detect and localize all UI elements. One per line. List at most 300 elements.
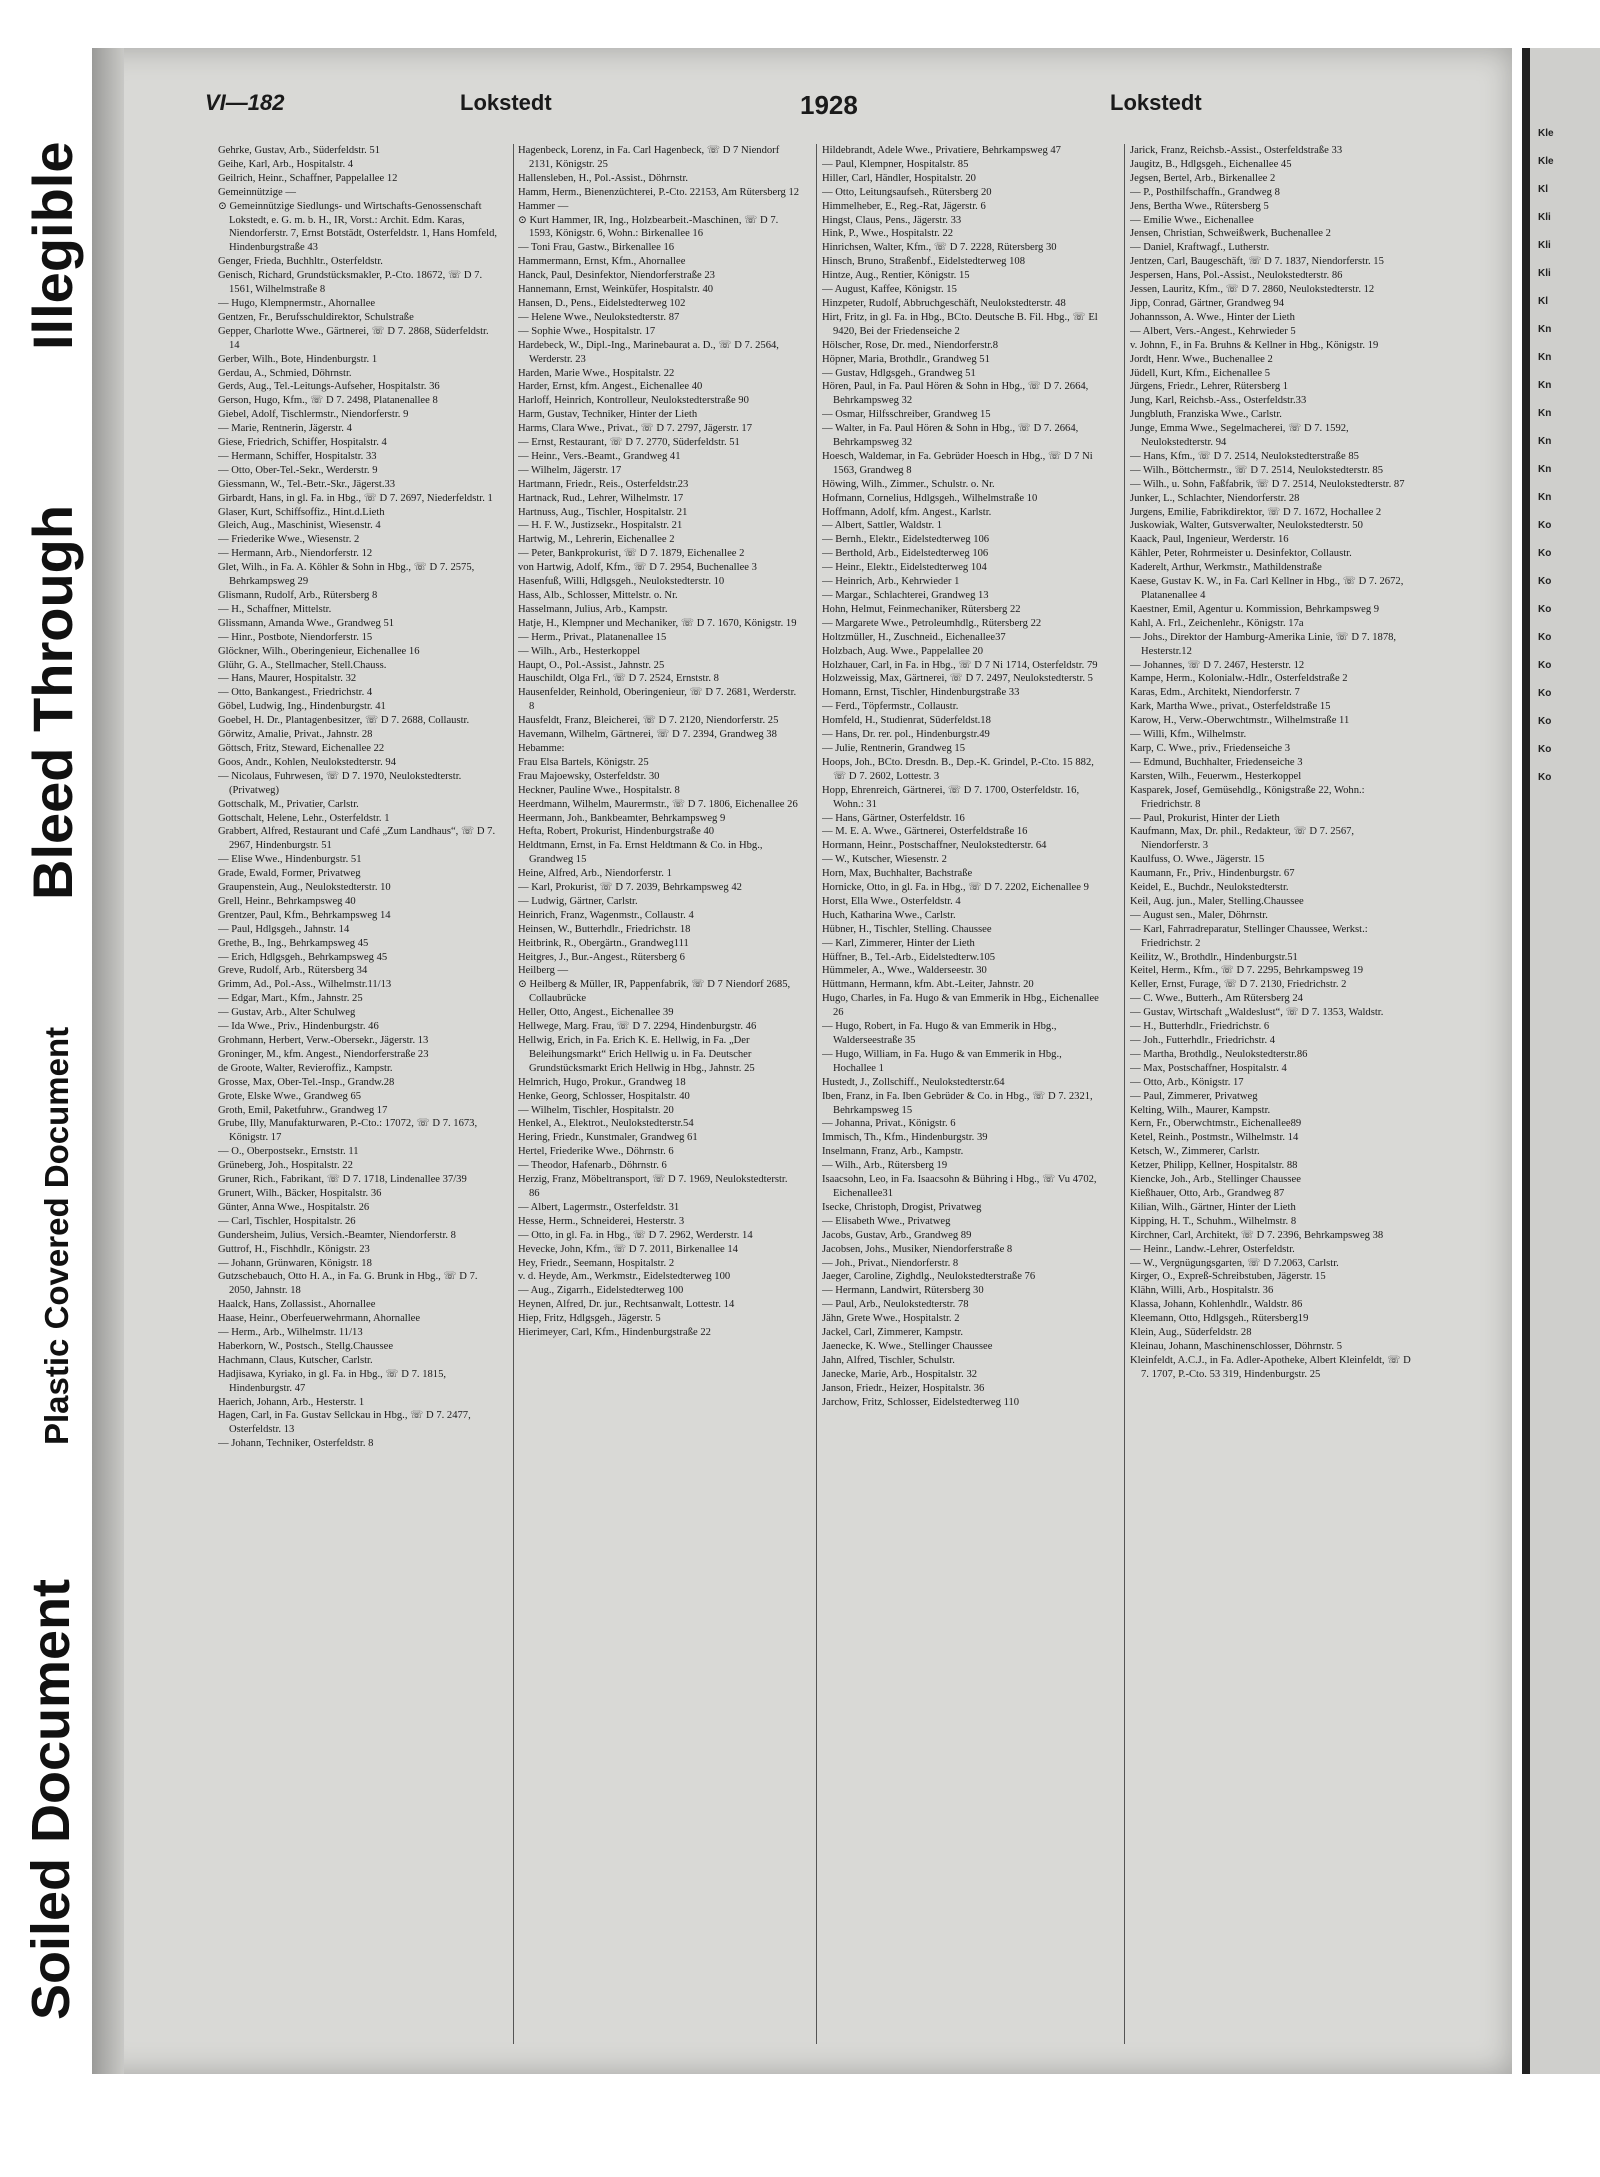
directory-entry: Haalck, Hans, Zollassist., Ahornallee <box>218 1299 376 1311</box>
directory-entry: Isecke, Christoph, Drogist, Privatweg <box>822 1201 982 1213</box>
directory-entry: Heilberg — <box>518 965 569 977</box>
directory-entry: Jarick, Franz, Reichsb.-Assist., Osterfeldstraße 33 <box>1130 145 1343 156</box>
directory-entry: — Margar., Schlachterei, Grandweg 13 <box>822 590 989 601</box>
directory-entry: — Helene Wwe., Neulokstedterstr. 87 <box>518 311 680 323</box>
directory-entry: Junge, Emma Wwe., Segelmacherei, ☏ D 7. 1592, Neulokstedterstr. 94 <box>1130 423 1349 449</box>
directory-entry: — Paul, Hdlgsgeh., Jahnstr. 14 <box>218 923 350 935</box>
directory-entry: — W., Vergnügungsgarten, ☏ D 7.2063, Carlstr. <box>1130 1257 1339 1269</box>
left-margin <box>0 0 90 2177</box>
directory-entry: Huch, Katharina Wwe., Carlstr. <box>822 909 956 921</box>
directory-entry: Haerich, Johann, Arb., Hesterstr. 1 <box>218 1396 365 1408</box>
directory-entry: Hiller, Carl, Händler, Hospitalstr. 20 <box>822 172 976 184</box>
directory-entry: — H. F. W., Justizsekr., Hospitalstr. 21 <box>518 520 683 532</box>
directory-entry: — P., Posthilfschaffn., Grandweg 8 <box>1130 186 1280 198</box>
neighbor-letter: Ko <box>1538 548 1552 559</box>
directory-entry: — Joh., Futterhdlr., Friedrichstr. 4 <box>1130 1035 1276 1046</box>
directory-entry: Jentzen, Carl, Baugeschäft, ☏ D 7. 1837, Niendorferstr. 15 <box>1130 256 1384 268</box>
directory-entry: Jegsen, Bertel, Arb., Birkenallee 2 <box>1130 172 1276 184</box>
directory-entry: Hormann, Heinr., Postschaffner, Neulokstedterstr. 64 <box>822 840 1047 852</box>
neighbor-letter: Ko <box>1538 520 1552 531</box>
directory-entry: — Otto, Bankangest., Friedrichstr. 4 <box>218 687 373 699</box>
directory-entry: Hüttmann, Hermann, kfm. Abt.-Leiter, Jahnstr. 20 <box>822 979 1034 991</box>
directory-entry: — Johann, Techniker, Osterfeldstr. 8 <box>218 1438 374 1450</box>
directory-entry: Juskowiak, Walter, Gutsverwalter, Neulokstedterstr. 50 <box>1130 520 1363 532</box>
directory-entry: Himmelheber, E., Reg.-Rat, Jägerstr. 6 <box>822 200 986 212</box>
directory-entry: — Otto, in gl. Fa. in Hbg., ☏ D 7. 2962, Werderstr. 14 <box>518 1229 753 1241</box>
directory-entry: Hornicke, Otto, in gl. Fa. in Hbg., ☏ D 7. 2202, Eichenallee 9 <box>822 882 1089 894</box>
directory-entry: Heitbrink, R., Obergärtn., Grandweg111 <box>518 937 689 949</box>
directory-entry: Kilian, Wilh., Gärtner, Hinter der Lieth <box>1130 1201 1296 1213</box>
directory-entry: Glöckner, Wilh., Oberingenieur, Eichenallee 16 <box>218 645 420 657</box>
directory-entry: Kießhauer, Otto, Arb., Grandweg 87 <box>1130 1187 1285 1199</box>
directory-entry: Kelting, Wilh., Maurer, Kampstr. <box>1130 1104 1271 1116</box>
directory-entry: — Hermann, Arb., Niendorferstr. 12 <box>218 548 373 560</box>
directory-entry: Göbel, Ludwig, Ing., Hindenburgstr. 41 <box>218 701 386 713</box>
directory-entry: Goos, Andr., Kohlen, Neulokstedterstr. 94 <box>218 756 397 768</box>
directory-entry: Hatje, H., Klempner und Mechaniker, ☏ D 7. 1670, Königstr. 19 <box>518 617 797 629</box>
directory-entry: — Joh., Privat., Niendorferstr. 8 <box>822 1257 959 1269</box>
directory-entry: — Wilh., Arb., Rütersberg 19 <box>822 1160 948 1172</box>
directory-entry: v. d. Heyde, Am., Werkmstr., Eidelstedterweg 100 <box>518 1271 731 1283</box>
directory-entry: Ketzer, Philipp, Kellner, Hospitalstr. 88 <box>1130 1160 1298 1172</box>
directory-entry: Holzweissig, Max, Gärtnerei, ☏ D 7. 2497, Neulokstedterstr. 5 <box>822 673 1093 685</box>
directory-entry: von Hartwig, Adolf, Kfm., ☏ D 7. 2954, Buchenallee 3 <box>518 562 757 574</box>
directory-entry: Heine, Alfred, Arb., Niendorferstr. 1 <box>518 868 672 880</box>
directory-entry: — Margarete Wwe., Petroleumhdlg., Rütersberg 22 <box>822 617 1042 629</box>
directory-entry: Grabbert, Alfred, Restaurant und Café „Zum Landhaus“, ☏ D 7. 2967, Hindenburgstr. 51 <box>218 826 496 852</box>
directory-entry: Jaenecke, K. Wwe., Stellinger Chaussee <box>822 1340 993 1352</box>
directory-entry: — Daniel, Kraftwagf., Lutherstr. <box>1130 242 1270 254</box>
directory-entry: — Bernh., Elektr., Eidelstedterweg 106 <box>822 534 990 546</box>
directory-entry: Kirger, O., Expreß-Schreibstuben, Jägerstr. 15 <box>1130 1271 1326 1283</box>
directory-entry: Gleich, Aug., Maschinist, Wiesenstr. 4 <box>218 520 381 532</box>
directory-entry: Hagen, Carl, in Fa. Gustav Sellckau in Hbg., ☏ D 7. 2477, Osterfeldstr. 13 <box>218 1410 471 1436</box>
directory-entry: — Hinr., Postbote, Niendorferstr. 15 <box>218 631 373 643</box>
directory-entry: Graupenstein, Aug., Neulokstedterstr. 10 <box>218 882 391 894</box>
directory-entry: Hirt, Fritz, in gl. Fa. in Hbg., BCto. Deutsche B. Fil. Hbg., ☏ El 9420, Bei der Friedenseiche 2 <box>822 311 1098 337</box>
directory-entry: Gerson, Hugo, Kfm., ☏ D 7. 2498, Platanenallee 8 <box>218 395 438 407</box>
directory-entry: Guttrof, H., Fischhdlr., Königstr. 23 <box>218 1243 370 1255</box>
neighbor-letter: Kn <box>1538 492 1552 503</box>
directory-entry: Grentzer, Paul, Kfm., Behrkampsweg 14 <box>218 909 391 921</box>
directory-entry: Hausfeldt, Franz, Bleicherei, ☏ D 7. 2120, Niendorferstr. 25 <box>518 715 779 727</box>
directory-entry: Harm, Gustav, Techniker, Hinter der Lieth <box>518 409 698 421</box>
neighbor-letter: Ko <box>1538 772 1552 783</box>
directory-entry: Kampe, Herm., Kolonialw.-Hdlr., Osterfeldstraße 2 <box>1130 673 1348 685</box>
directory-entry: — Otto, Arb., Königstr. 17 <box>1130 1076 1244 1088</box>
directory-entry: — Johannes, ☏ D 7. 2467, Hesterstr. 12 <box>1130 659 1305 671</box>
soiled-document-label: Soiled Document <box>21 1578 81 2020</box>
directory-entry: Geilrich, Heinr., Schaffner, Pappelallee 12 <box>218 172 398 184</box>
directory-entry: Klein, Aug., Süderfeldstr. 28 <box>1130 1327 1252 1339</box>
directory-entry: — Marie, Rentnerin, Jägerstr. 4 <box>218 423 352 435</box>
directory-entry: Ketel, Reinh., Postmstr., Wilhelmstr. 14 <box>1130 1132 1299 1144</box>
directory-entry: — Carl, Tischler, Hospitalstr. 26 <box>218 1215 356 1227</box>
directory-entry: Keller, Ernst, Furage, ☏ D 7. 2130, Friedrichstr. 2 <box>1130 979 1347 991</box>
directory-entry: Heinrich, Franz, Wagenmstr., Collaustr. 4 <box>518 909 694 921</box>
directory-entry: Holzhauer, Carl, in Fa. in Hbg., ☏ D 7 Ni 1714, Osterfeldstr. 79 <box>822 659 1098 671</box>
directory-entry: Girbardt, Hans, in gl. Fa. in Hbg., ☏ D 7. 2697, Niederfeldstr. 1 <box>218 492 493 504</box>
directory-entry: Junker, L., Schlachter, Niendorferstr. 28 <box>1130 492 1300 504</box>
directory-entry: Hören, Paul, in Fa. Paul Hören & Sohn in Hbg., ☏ D 7. 2664, Behrkampsweg 32 <box>822 381 1089 407</box>
directory-entry: Hoffmann, Adolf, kfm. Angest., Karlstr. <box>822 506 992 518</box>
directory-entry: — Ludwig, Gärtner, Carlstr. <box>518 895 638 907</box>
directory-entry: Gehrke, Gustav, Arb., Süderfeldstr. 51 <box>218 145 381 156</box>
directory-entry: Jessen, Lauritz, Kfm., ☏ D 7. 2860, Neulokstedterstr. 12 <box>1130 284 1375 296</box>
neighbor-letter: Kli <box>1538 240 1551 251</box>
directory-entry: Groth, Emil, Paketfuhrw., Grandweg 17 <box>218 1104 388 1116</box>
directory-entry: — Hugo, Klempnermstr., Ahornallee <box>218 297 376 309</box>
directory-entry: Kaumann, Fr., Priv., Hindenburgstr. 67 <box>1130 868 1295 880</box>
directory-entry: Jacobsen, Johs., Musiker, Niendorferstraße 8 <box>822 1243 1013 1255</box>
neighbor-letter: Kl <box>1538 296 1548 307</box>
directory-entry: Frau Majoewsky, Osterfeldstr. 30 <box>518 770 660 782</box>
directory-entry: Jürgens, Friedr., Lehrer, Rütersberg 1 <box>1130 381 1289 393</box>
directory-entry: Hartnuss, Aug., Tischler, Hospitalstr. 21 <box>518 506 688 518</box>
directory-entry: Hannemann, Ernst, Weinküfer, Hospitalstr. 40 <box>518 284 714 296</box>
directory-entry: — Hans, Dr. rer. pol., Hindenburgstr.49 <box>822 729 990 741</box>
neighbor-letter: Ko <box>1538 576 1552 587</box>
directory-entry: Hoops, Joh., BCto. Dresdn. B., Dep.-K. Grindel, P.-Cto. 15 882, ☏ D 7. 2602, Lottestr. 3 <box>822 756 1094 782</box>
directory-entry: — Paul, Prokurist, Hinter der Lieth <box>1130 812 1280 824</box>
neighbor-letter: Kn <box>1538 352 1552 363</box>
directory-entry: Hoesch, Waldemar, in Fa. Gebrüder Hoesch in Hbg., ☏ D 7 Ni 1563, Grandweg 8 <box>822 450 1093 476</box>
directory-entry: — Elisabeth Wwe., Privatweg <box>822 1215 951 1227</box>
directory-entry: Hinzpeter, Rudolf, Abbruchgeschäft, Neulokstedterstr. 48 <box>822 297 1066 309</box>
directory-entry: Henkel, A., Elektrot., Neulokstedterstr.54 <box>518 1118 694 1130</box>
directory-entry: Hamm, Herm., Bienenzüchterei, P.-Cto. 22153, Am Rütersberg 12 <box>518 186 800 198</box>
directory-entry: Jaugitz, B., Hdlgsgeh., Eichenallee 45 <box>1130 158 1292 170</box>
directory-entry: — Otto, Leitungsaufseh., Rütersberg 20 <box>822 186 992 198</box>
directory-entry: Hierimeyer, Carl, Kfm., Hindenburgstraße 22 <box>518 1327 711 1339</box>
directory-entry: Hefta, Robert, Prokurist, Hindenburgstraße 40 <box>518 826 715 838</box>
directory-entry: ⊙ Heilberg & Müller, IR, Pappenfabrik, ☏ D 7 Niendorf 2685, Collaubrücke <box>518 979 791 1005</box>
directory-entry: — Hans, Gärtner, Osterfeldstr. 16 <box>822 812 965 824</box>
directory-entry: ⊙ Kurt Hammer, IR, Ing., Holzbearbeit.-Maschinen, ☏ D 7. 1593, Königstr. 6, Wohn.: Birkenallee 16 <box>518 214 779 240</box>
directory-entry: — Wilh., u. Sohn, Faßfabrik, ☏ D 7. 2514, Neulokstedterstr. 87 <box>1130 478 1405 490</box>
directory-entry: Grimm, Ad., Pol.-Ass., Wilhelmstr.11/13 <box>218 979 392 991</box>
directory-entry: — Max, Postschaffner, Hospitalstr. 4 <box>1130 1062 1287 1074</box>
directory-entry: Iben, Franz, in Fa. Iben Gebrüder & Co. in Hbg., ☏ D 7. 2321, Behrkampsweg 15 <box>822 1090 1093 1116</box>
directory-entry: Genisch, Richard, Grundstücksmakler, P.-Cto. 18672, ☏ D 7. 1561, Wilhelmstraße 8 <box>218 270 483 296</box>
directory-entry: — W., Kutscher, Wiesenstr. 2 <box>822 854 947 866</box>
directory-entry: Hink, P., Wwe., Hospitalstr. 22 <box>822 228 954 240</box>
directory-entry: Grosse, Max, Ober-Tel.-Insp., Grandw.28 <box>218 1076 395 1088</box>
directory-column-2 <box>518 144 800 2049</box>
directory-entry: Grell, Heinr., Behrkampsweg 40 <box>218 895 356 907</box>
directory-entry: Jens, Bertha Wwe., Rütersberg 5 <box>1130 200 1269 212</box>
directory-entry: — Wilh., Böttchermstr., ☏ D 7. 2514, Neulokstedterstr. 85 <box>1130 464 1384 476</box>
directory-entry: Kleemann, Otto, Hdlgsgeh., Rütersberg19 <box>1130 1313 1309 1325</box>
directory-entry: — Edgar, Mart., Kfm., Jahnstr. 25 <box>218 993 363 1005</box>
directory-entry: Hohn, Helmut, Feinmechaniker, Rütersberg 22 <box>822 603 1021 615</box>
directory-entry: Heynen, Alfred, Dr. jur., Rechtsanwalt, Lottestr. 14 <box>518 1299 735 1311</box>
directory-entry: — Gustav, Wirtschaft „Waldeslust“, ☏ D 7. 1353, Waldstr. <box>1130 1007 1384 1019</box>
directory-entry: Heldtmann, Ernst, in Fa. Ernst Heldtmann & Co. in Hbg., Grandweg 15 <box>518 840 763 866</box>
directory-entry: Hopp, Ehrenreich, Gärtnerei, ☏ D 7. 1700, Osterfeldstr. 16, Wohn.: 31 <box>822 784 1080 810</box>
header-place-right: Lokstedt <box>1110 90 1202 115</box>
directory-entry: Genger, Frieda, Buchhltr., Osterfeldstr. <box>218 256 383 268</box>
directory-entry: — Walter, in Fa. Paul Hören & Sohn in Hbg., ☏ D 7. 2664, Behrkampsweg 32 <box>822 423 1079 449</box>
directory-entry: Havemann, Wilhelm, Gärtnerei, ☏ D 7. 2394, Grandweg 38 <box>518 729 777 741</box>
directory-entry: Jähn, Grete Wwe., Hospitalstr. 2 <box>822 1313 960 1325</box>
directory-entry: Heinsen, W., Butterhdlr., Friedrichstr. 18 <box>518 923 691 935</box>
directory-entry: Gepper, Charlotte Wwe., Gärtnerei, ☏ D 7. 2868, Süderfeldstr. 14 <box>218 325 489 351</box>
directory-entry: Kipping, H. T., Schuhm., Wilhelmstr. 8 <box>1130 1215 1297 1227</box>
directory-entry: Kark, Martha Wwe., privat., Osterfeldstraße 15 <box>1130 701 1331 713</box>
directory-entry: Greve, Rudolf, Arb., Rütersberg 34 <box>218 965 368 977</box>
directory-entry: Jahn, Alfred, Tischler, Schulstr. <box>822 1354 955 1366</box>
directory-entry: Kaese, Gustav K. W., in Fa. Carl Kellner in Hbg., ☏ D 7. 2672, Platanenallee 4 <box>1130 576 1404 601</box>
directory-entry: — C. Wwe., Butterh., Am Rütersberg 24 <box>1130 993 1303 1005</box>
directory-entry: Janson, Friedr., Heizer, Hospitalstr. 36 <box>822 1382 985 1394</box>
directory-entry: — Johann, Grünwaren, Königstr. 18 <box>218 1257 372 1269</box>
directory-entry: Kasparek, Josef, Gemüsehdlg., Königstraße 22, Wohn.: Friedrichstr. 8 <box>1130 784 1365 810</box>
directory-entry: Gottschalk, M., Privatier, Carlstr. <box>218 798 359 810</box>
directory-entry: Gerber, Wilh., Bote, Hindenburgstr. 1 <box>218 353 378 365</box>
directory-entry: Hertel, Friederike Wwe., Döhrnstr. 6 <box>518 1146 674 1158</box>
directory-entry: — Paul, Arb., Neulokstedterstr. 78 <box>822 1299 969 1311</box>
illegible-label: Illegible <box>21 141 84 350</box>
directory-entry: Jensen, Christian, Schweißwerk, Buchenallee 2 <box>1130 228 1331 240</box>
directory-entry: Holzbach, Aug. Wwe., Pappelallee 20 <box>822 645 984 657</box>
directory-entry: Harms, Clara Wwe., Privat., ☏ D 7. 2797, Jägerstr. 17 <box>518 423 753 435</box>
directory-entry: — Peter, Bankprokurist, ☏ D 7. 1879, Eichenallee 2 <box>518 548 745 560</box>
directory-entry: — Aug., Zigarrh., Eidelstedterweg 100 <box>518 1285 684 1297</box>
directory-entry: Hasselmann, Julius, Arb., Kampstr. <box>518 603 668 615</box>
directory-entry: Kiencke, Joh., Arb., Stellinger Chaussee <box>1130 1174 1301 1186</box>
directory-entry: Heckner, Pauline Wwe., Hospitalstr. 8 <box>518 784 680 796</box>
directory-entry: Ketsch, W., Zimmerer, Carlstr. <box>1130 1146 1260 1158</box>
directory-entry: Kaestner, Emil, Agentur u. Kommission, Behrkampsweg 9 <box>1130 603 1380 615</box>
directory-entry: Jungbluth, Franziska Wwe., Carlstr. <box>1130 409 1282 421</box>
directory-entry: Kähler, Peter, Rohrmeister u. Desinfektor, Collaustr. <box>1130 548 1352 560</box>
directory-entry: Kern, Fr., Oberwchtmstr., Eichenallee89 <box>1130 1118 1302 1130</box>
directory-entry: — Edmund, Buchhalter, Friedenseiche 3 <box>1130 756 1303 768</box>
directory-entry: Höwing, Wilh., Zimmer., Schulstr. o. Nr. <box>822 478 995 490</box>
header-place-left: Lokstedt <box>460 90 552 115</box>
directory-entry: Jackel, Carl, Zimmerer, Kampstr. <box>822 1327 964 1339</box>
directory-entry: — Julie, Rentnerin, Grandweg 15 <box>822 742 965 754</box>
directory-entry: Gottschalt, Helene, Lehr., Osterfeldstr. 1 <box>218 812 390 824</box>
directory-entry: Hofmann, Cornelius, Hdlgsgeh., Wilhelmstraße 10 <box>822 492 1038 504</box>
directory-entry: Günter, Anna Wwe., Hospitalstr. 26 <box>218 1201 370 1213</box>
directory-entry: Hustedt, J., Zollschiff., Neulokstedterstr.64 <box>822 1076 1005 1088</box>
directory-entry: — Karl, Prokurist, ☏ D 7. 2039, Behrkampsweg 42 <box>518 882 742 894</box>
directory-entry: — Hugo, Robert, in Fa. Hugo & van Emmerik in Hbg., Walderseestraße 35 <box>822 1021 1057 1046</box>
directory-column-4 <box>1130 144 1412 2049</box>
directory-entry: Hevecke, John, Kfm., ☏ D 7. 2011, Birkenallee 14 <box>518 1243 738 1255</box>
directory-entry: Hölscher, Rose, Dr. med., Niendorferstr.8 <box>822 339 999 351</box>
directory-entry: — Osmar, Hilfsschreiber, Grandweg 15 <box>822 409 991 421</box>
directory-entry: Hardebeck, W., Dipl.-Ing., Marinebaurat a. D., ☏ D 7. 2564, Werderstr. 23 <box>518 339 779 365</box>
directory-entry: Johannsson, A. Wwe., Hinter der Lieth <box>1130 311 1295 323</box>
directory-entry: Isaacsohn, Leo, in Fa. Isaacsohn & Bühring i Hbg., ☏ Vu 4702, Eichenallee31 <box>822 1174 1097 1199</box>
neighbor-page-letters <box>1538 120 1598 792</box>
directory-entry: — Otto, Ober-Tel.-Sekr., Werderstr. 9 <box>218 464 378 476</box>
directory-entry: Haberkorn, W., Postsch., Stellg.Chaussee <box>218 1340 394 1352</box>
directory-entry: — Paul, Zimmerer, Privatweg <box>1130 1090 1258 1102</box>
directory-entry: Groninger, M., kfm. Angest., Niendorferstraße 23 <box>218 1048 429 1060</box>
directory-entry: Glühr, G. A., Stellmacher, Stell.Chauss. <box>218 659 387 671</box>
directory-entry: Homfeld, H., Studienrat, Süderfeldst.18 <box>822 715 991 727</box>
directory-entry: — H., Butterhdlr., Friedrichstr. 6 <box>1130 1021 1270 1033</box>
directory-entry: Kaufmann, Max, Dr. phil., Redakteur, ☏ D 7. 2567, Niendorferstr. 3 <box>1130 826 1355 852</box>
directory-entry: Hümmeler, A., Wwe., Walderseestr. 30 <box>822 965 987 977</box>
directory-entry: Horst, Ella Wwe., Osterfeldstr. 4 <box>822 895 961 907</box>
directory-entry: — Hermann, Landwirt, Rütersberg 30 <box>822 1285 984 1297</box>
directory-entry: — August, Kaffee, Königstr. 15 <box>822 284 957 296</box>
directory-entry: Jespersen, Hans, Pol.-Assist., Neulokstedterstr. 86 <box>1130 270 1343 282</box>
column-divider <box>513 144 514 2044</box>
directory-entry: Gutzschebauch, Otto H. A., in Fa. G. Brunk in Hbg., ☏ D 7. 2050, Jahnstr. 18 <box>218 1271 478 1297</box>
directory-entry: Hauschildt, Olga Frl., ☏ D 7. 2524, Ernststr. 8 <box>518 673 719 685</box>
directory-entry: Kaack, Paul, Ingenieur, Werderstr. 16 <box>1130 534 1289 546</box>
directory-entry: Hanck, Paul, Desinfektor, Niendorferstraße 23 <box>518 270 715 282</box>
directory-entry: Harden, Marie Wwe., Hospitalstr. 22 <box>518 367 675 379</box>
directory-entry: — Ida Wwe., Priv., Hindenburgstr. 46 <box>218 1021 379 1033</box>
directory-entry: — Ferd., Töpfermstr., Collaustr. <box>822 701 959 713</box>
directory-entry: Hellwig, Erich, in Fa. Erich K. E. Hellwig, in Fa. „Der Beleihungsmarkt“ Erich Hellwig u. in Fa. Deutscher Grundstücksmarkt Erich Hellwig in Hbg., Jahnstr. 25 <box>518 1035 755 1074</box>
directory-entry: Heerdmann, Wilhelm, Maurermstr., ☏ D 7. 1806, Eichenallee 26 <box>518 798 798 810</box>
directory-entry: Goebel, H. Dr., Plantagenbesitzer, ☏ D 7. 2688, Collaustr. <box>218 715 470 727</box>
directory-entry: Hinrichsen, Walter, Kfm., ☏ D 7. 2228, Rütersberg 30 <box>822 242 1057 254</box>
directory-entry: Hingst, Claus, Pens., Jägerstr. 33 <box>822 214 962 226</box>
directory-entry: Klähn, Willi, Arb., Hospitalstr. 36 <box>1130 1285 1274 1297</box>
directory-entry: — Wilh., Arb., Hesterkoppel <box>518 645 641 657</box>
directory-entry: Janecke, Marie, Arb., Hospitalstr. 32 <box>822 1368 978 1380</box>
directory-entry: — Paul, Klempner, Hospitalstr. 85 <box>822 158 969 170</box>
directory-entry: — Nicolaus, Fuhrwesen, ☏ D 7. 1970, Neulokstedterstr. (Privatweg) <box>218 770 462 796</box>
directory-entry: — Herm., Privat., Platanenallee 15 <box>518 631 667 643</box>
neighbor-letter: Kli <box>1538 212 1551 223</box>
directory-entry: — Theodor, Hafenarb., Döhrnstr. 6 <box>518 1160 667 1172</box>
directory-entry: — Willi, Kfm., Wilhelmstr. <box>1130 729 1247 741</box>
neighbor-letter: Kle <box>1538 156 1554 167</box>
directory-entry: — Wilhelm, Tischler, Hospitalstr. 20 <box>518 1104 674 1116</box>
directory-entry: Heller, Otto, Angest., Eichenallee 39 <box>518 1007 674 1019</box>
directory-entry: Jacobs, Gustav, Arb., Grandweg 89 <box>822 1229 972 1241</box>
neighbor-letter: Kli <box>1538 268 1551 279</box>
directory-entry: Haase, Heinr., Oberfeuerwehrmann, Ahornallee <box>218 1313 421 1325</box>
directory-entry: — Johanna, Privat., Königstr. 6 <box>822 1118 956 1130</box>
directory-entry: — Martha, Brothdlg., Neulokstedterstr.86 <box>1130 1048 1308 1060</box>
directory-entry: Göttsch, Fritz, Steward, Eichenallee 22 <box>218 742 385 754</box>
directory-entry: Inselmann, Franz, Arb., Kampstr. <box>822 1146 964 1158</box>
directory-entry: — Johs., Direktor der Hamburg-Amerika Linie, ☏ D 7. 1878, Hesterstr.12 <box>1130 631 1397 657</box>
column-divider <box>816 144 817 2044</box>
directory-entry: — August sen., Maler, Döhrnstr. <box>1130 909 1268 921</box>
neighbor-letter: Kn <box>1538 436 1552 447</box>
directory-entry: Hildebrandt, Adele Wwe., Privatiere, Behrkampsweg 47 <box>822 145 1061 156</box>
directory-entry: Grohmann, Herbert, Verw.-Obersekr., Jägerstr. 13 <box>218 1035 429 1046</box>
directory-entry: — Sophie Wwe., Hospitalstr. 17 <box>518 325 656 337</box>
bleed-through-label: Bleed Through <box>21 504 84 900</box>
directory-entry: — Friederike Wwe., Wiesenstr. 2 <box>218 534 360 546</box>
directory-entry: Gruner, Rich., Fabrikant, ☏ D 7. 1718, Lindenallee 37/39 <box>218 1174 467 1186</box>
directory-entry: Grunert, Wilh., Bäcker, Hospitalstr. 36 <box>218 1187 382 1199</box>
directory-entry: Grote, Elske Wwe., Grandweg 65 <box>218 1090 362 1102</box>
directory-entry: — Toni Frau, Gastw., Birkenallee 16 <box>518 242 675 254</box>
directory-entry: Haupt, O., Pol.-Assist., Jahnstr. 25 <box>518 659 665 671</box>
directory-entry: — Hermann, Schiffer, Hospitalstr. 33 <box>218 450 377 462</box>
directory-entry: Hartmann, Friedr., Reis., Osterfeldstr.23 <box>518 478 689 490</box>
directory-entry: Hinsch, Bruno, Straßenbf., Eidelstedterweg 108 <box>822 256 1026 268</box>
directory-entry: Grade, Ewald, Former, Privatweg <box>218 868 361 880</box>
directory-entry: — Ernst, Restaurant, ☏ D 7. 2770, Süderfeldstr. 51 <box>518 437 740 449</box>
directory-entry: Karow, H., Verw.-Oberwchtmstr., Wilhelmstraße 11 <box>1130 715 1350 727</box>
directory-entry: — Berthold, Arb., Eidelstedterweg 106 <box>822 548 989 560</box>
page-number: VI—182 <box>205 90 285 115</box>
directory-entry: Giese, Friedrich, Schiffer, Hospitalstr. 4 <box>218 437 387 449</box>
directory-entry: Hebamme: <box>518 742 565 754</box>
directory-entry: Gundersheim, Julius, Versich.-Beamter, Niendorferstr. 8 <box>218 1229 456 1241</box>
directory-entry: Jordt, Henr. Wwe., Buchenallee 2 <box>1130 353 1273 365</box>
neighbor-letter: Ko <box>1538 744 1552 755</box>
directory-entry: Hartnack, Rud., Lehrer, Wilhelmstr. 17 <box>518 492 684 504</box>
directory-entry: Hübner, H., Tischler, Stelling. Chaussee <box>822 923 992 935</box>
directory-entry: — Heinr., Elektr., Eidelstedterweg 104 <box>822 562 987 574</box>
directory-entry: Hiep, Fritz, Hdlgsgeh., Jägerstr. 5 <box>518 1313 661 1325</box>
page-gutter-shadow <box>92 48 124 2074</box>
directory-entry: Jung, Karl, Reichsb.-Ass., Osterfeldstr.33 <box>1130 395 1307 407</box>
directory-entry: Hugo, Charles, in Fa. Hugo & van Emmerik in Hbg., Eichenallee 26 <box>822 993 1099 1019</box>
directory-entry: — Erich, Hdlgsgeh., Behrkampsweg 45 <box>218 951 388 963</box>
directory-entry: Glismann, Rudolf, Arb., Rütersberg 8 <box>218 590 378 601</box>
directory-entry: Frau Elsa Bartels, Königstr. 25 <box>518 756 649 768</box>
directory-entry: Gemeinnützige — <box>218 186 296 198</box>
directory-entry: Kaulfuss, O. Wwe., Jägerstr. 15 <box>1130 854 1265 866</box>
neighbor-letter: Kn <box>1538 380 1552 391</box>
directory-entry: Gentzen, Fr., Berufsschuldirektor, Schulstraße <box>218 311 414 323</box>
neighbor-letter: Ko <box>1538 660 1552 671</box>
directory-entry: Heitgres, J., Bur.-Angest., Rütersberg 6 <box>518 951 685 963</box>
header-year: 1928 <box>800 90 858 120</box>
directory-entry: Immisch, Th., Kfm., Hindenburgstr. 39 <box>822 1132 988 1144</box>
directory-entry: Homann, Ernst, Tischler, Hindenburgstraße 33 <box>822 687 1020 699</box>
directory-entry: Glaser, Kurt, Schiffsoffiz., Hint.d.Lieth <box>218 506 385 518</box>
directory-entry: Karp, C. Wwe., priv., Friedenseiche 3 <box>1130 742 1291 754</box>
directory-entry: Giebel, Adolf, Tischlermstr., Niendorferstr. 9 <box>218 409 409 421</box>
directory-entry: Hansen, D., Pens., Eidelstedterweg 102 <box>518 297 686 309</box>
directory-entry: Jaeger, Caroline, Zighdlg., Neulokstedterstraße 76 <box>822 1271 1036 1283</box>
directory-entry: Hey, Friedr., Seemann, Hospitalstr. 2 <box>518 1257 675 1269</box>
directory-entry: Hallensleben, H., Pol.-Assist., Döhrnstr. <box>518 172 689 184</box>
directory-entry: Hammer — <box>518 200 569 212</box>
directory-entry: Henke, Georg, Schlosser, Hospitalstr. 40 <box>518 1090 690 1102</box>
directory-entry: Hammermann, Ernst, Kfm., Ahornallee <box>518 256 686 268</box>
directory-entry: Harloff, Heinrich, Kontrolleur, Neulokstedterstraße 90 <box>518 395 749 407</box>
directory-entry: Glet, Wilh., in Fa. A. Köhler & Sohn in Hbg., ☏ D 7. 2575, Behrkampsweg 29 <box>218 562 475 588</box>
directory-entry: — Emilie Wwe., Eichenallee <box>1130 214 1254 226</box>
directory-entry: Hass, Alb., Schlosser, Mittelstr. o. Nr. <box>518 590 678 601</box>
directory-entry: Kaderelt, Arthur, Werkmstr., Mathildenstraße <box>1130 562 1322 574</box>
directory-entry: Harder, Ernst, kfm. Angest., Eichenallee 40 <box>518 381 703 393</box>
directory-entry: Holtzmüller, H., Zuschneid., Eichenallee37 <box>822 631 1006 643</box>
directory-entry: Jipp, Conrad, Gärtner, Grandweg 94 <box>1130 297 1285 309</box>
neighbor-letter: Kle <box>1538 128 1554 139</box>
directory-entry: Grethe, B., Ing., Behrkampsweg 45 <box>218 937 369 949</box>
neighbor-letter: Ko <box>1538 688 1552 699</box>
directory-entry: Hesse, Herm., Schneiderei, Hesterstr. 3 <box>518 1215 685 1227</box>
directory-entry: Herzig, Franz, Möbeltransport, ☏ D 7. 1969, Neulokstedterstr. 86 <box>518 1174 788 1199</box>
directory-column-1 <box>218 144 500 2049</box>
directory-entry: Hintze, Aug., Rentier, Königstr. 15 <box>822 270 970 282</box>
directory-entry: Görwitz, Amalie, Privat., Jahnstr. 28 <box>218 729 373 741</box>
directory-entry: de Groote, Walter, Revieroffiz., Kampstr. <box>218 1062 393 1074</box>
directory-entry: Keil, Aug. jun., Maler, Stelling.Chaussee <box>1130 895 1304 907</box>
directory-entry: Hausenfelder, Reinhold, Oberingenieur, ☏ D 7. 2681, Werderstr. 8 <box>518 687 797 713</box>
